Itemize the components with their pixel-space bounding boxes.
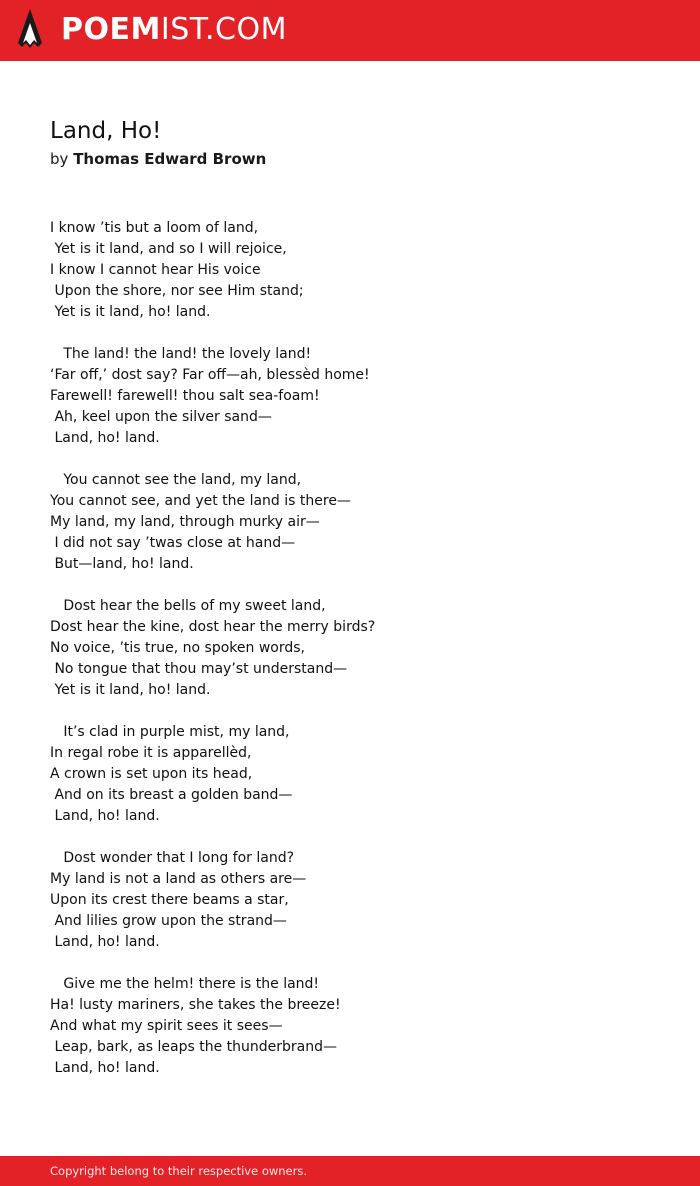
- poem-line: Leap, bark, as leaps the thunderbrand—: [50, 1039, 338, 1055]
- poem-line: But—land, ho! land.: [50, 556, 194, 572]
- poem-line: Dost hear the kine, dost hear the merry birds?: [50, 619, 376, 635]
- poem-line: A crown is set upon its head,: [50, 766, 253, 782]
- pencil-icon[interactable]: [18, 9, 42, 52]
- poem-line: The land! the land! the lovely land!: [50, 346, 312, 362]
- poem-line: Land, ho! land.: [50, 934, 160, 950]
- poem-line: I know I cannot hear His voice: [50, 262, 261, 278]
- by-label: by: [50, 150, 69, 168]
- poem-line: You cannot see the land, my land,: [50, 472, 302, 488]
- poem-line: Land, ho! land.: [50, 1060, 160, 1076]
- poem-line: Land, ho! land.: [50, 808, 160, 824]
- poem-line: No voice, ’tis true, no spoken words,: [50, 640, 305, 656]
- poem-line: Ah, keel upon the silver sand—: [50, 409, 272, 425]
- copyright-text: Copyright belong to their respective owners.: [50, 1164, 308, 1178]
- poem-line: And on its breast a golden band—: [50, 787, 293, 803]
- site-header: [0, 0, 700, 61]
- poem-line: Give me the helm! there is the land!: [50, 976, 320, 992]
- stanza: [50, 722, 650, 827]
- poem-line: And lilies grow upon the strand—: [50, 913, 287, 929]
- stanza: [50, 974, 650, 1079]
- poem-line: Dost wonder that I long for land?: [50, 850, 295, 866]
- poem-body: [50, 218, 650, 1079]
- stanza: [50, 848, 650, 953]
- poem-line: ‘Far off,’ dost say? Far off—ah, blessèd home!: [50, 367, 370, 383]
- stanza: [50, 470, 650, 575]
- site-logo[interactable]: [61, 12, 287, 48]
- poem-line: Upon the shore, nor see Him stand;: [50, 283, 304, 299]
- poem-line: Yet is it land, ho! land.: [50, 682, 211, 698]
- stanza: [50, 218, 650, 323]
- poem-line: And what my spirit sees it sees—: [50, 1018, 283, 1034]
- stanza: [50, 596, 650, 701]
- poem-line: In regal robe it is apparellèd,: [50, 745, 252, 761]
- poem-line: My land is not a land as others are—: [50, 871, 307, 887]
- poem-line: Dost hear the bells of my sweet land,: [50, 598, 326, 614]
- poem-line: Ha! lusty mariners, she takes the breeze!: [50, 997, 341, 1013]
- poem-line: My land, my land, through murky air—: [50, 514, 320, 530]
- stanza: [50, 344, 650, 449]
- poem-line: Yet is it land, ho! land.: [50, 304, 211, 320]
- poem-line: Upon its crest there beams a star,: [50, 892, 289, 908]
- byline: [50, 148, 266, 170]
- logo-rest-text: IST.COM: [160, 12, 287, 47]
- poem-line: No tongue that thou may’st understand—: [50, 661, 348, 677]
- poem-line: Farewell! farewell! thou salt sea-foam!: [50, 388, 320, 404]
- site-footer: [0, 1156, 700, 1186]
- logo-bold-text: POEM: [61, 12, 161, 47]
- poem-title: Land, Ho!: [50, 118, 162, 144]
- poem-line: I know ’tis but a loom of land,: [50, 220, 259, 236]
- poem-line: You cannot see, and yet the land is there—: [50, 493, 351, 509]
- poem-line: I did not say ’twas close at hand—: [50, 535, 296, 551]
- author-name: Thomas Edward Brown: [73, 150, 267, 168]
- poem-line: Yet is it land, and so I will rejoice,: [50, 241, 287, 257]
- poem-line: Land, ho! land.: [50, 430, 160, 446]
- poem-line: It’s clad in purple mist, my land,: [50, 724, 290, 740]
